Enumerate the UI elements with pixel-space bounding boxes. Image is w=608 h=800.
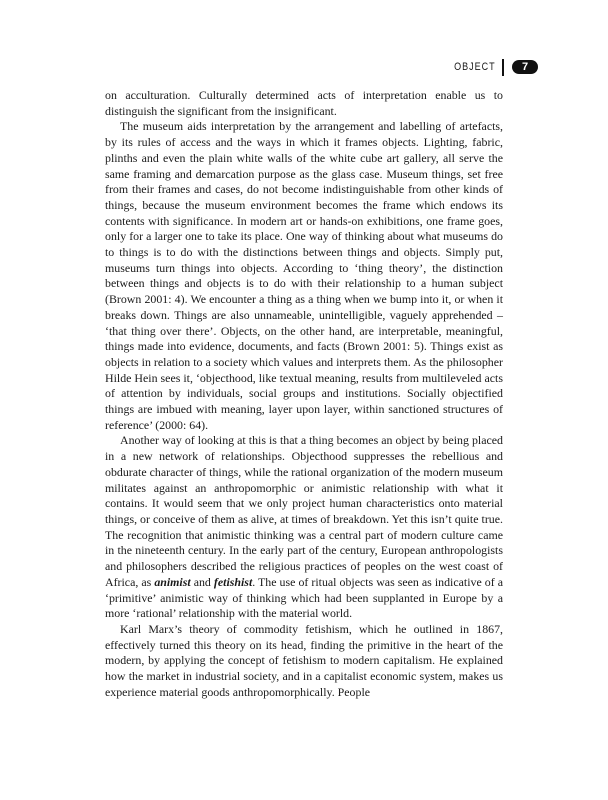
paragraph-2: The museum aids interpretation by the arrangement and labelling of artefacts, by its rules of access and the ways in which it frames objects. Lighting, fabric, plinths and even the plain white walls of the white cube art gallery, all serve the same framing and demarcation purpose as the glass case. Museum things, set free from their frames and cases, do not become indistinguishable from other kinds of things, because the museum environment becomes the frame which endows its contents with significance. In modern art or hands-on exhibitions, one frame goes, only for a larger one to take its place. One way of thinking about what museums do to things is to do with the distinctions between things and objects. Simply put, museums turn things into objects. According to ‘thing theory’, the distinction between things and objects is to do with their relationship to a human subject (Brown 2001: 4). We encounter a thing as a thing when we bump into it, or when it breaks down. Things are also unnameable, unintelligible, vaguely apprehended – ‘that thing over there’. Objects, on the other hand, are interpretable, meaningful, things made into evidence, documents, and facts (Brown 2001: 5). Things exist as objects in relation to a society which values and interprets them. As the philosopher Hilde Hein sees it, ‘objecthood, like textual meaning, results from multileveled acts of attention by individuals, social groups and institutions. Socially objectified things are imbued with meaning, layer upon layer, within sanctioned structures of reference’ (2000: 64).: [105, 119, 503, 432]
paragraph-3: [105, 433, 503, 621]
paragraph-3-text-start: Another way of looking at this is that a thing becomes an object by being placed in a new network of relationships. Objecthood suppresses the rebellious and obdurate character of things, while the rational organization of the modern museum militates against an anthropomorphic or animistic relationship with what it contains. It would seem that we only project human characteristics onto material things, or conceive of them as alive, at times of breakdown. Yet this isn’t quite true. The recognition that animistic thinking was a central part of modern culture came in the nineteenth century. In the early part of the century, European anthropologists and philosophers described the religious practices of peoples on the west coast of Africa, as: [105, 433, 503, 589]
header-divider: [502, 59, 504, 76]
term-animist: animist: [154, 574, 191, 589]
running-head: [445, 58, 538, 76]
term-fetishist: fetishist: [213, 574, 253, 589]
paragraph-4: Karl Marx’s theory of commodity fetishism, which he outlined in 1867, effectively turned this theory on its head, finding the primitive in the heart of the modern, by applying the concept of fetishism to modern capitalism. He explained how the market in industrial society, and in a capitalist economic system, makes us experience material goods anthropomorphically. People: [105, 621, 503, 699]
paragraph-1: on acculturation. Culturally determined acts of interpretation enable us to distinguish the significant from the insignificant.: [105, 88, 503, 118]
paragraph-3-text-end: . The use of ritual objects was seen as indicative of a ‘primitive’ animistic way of thinking which had been supplanted in Europe by a more ‘rational’ relationship with the material world.: [105, 574, 503, 621]
section-name: OBJECT: [454, 61, 496, 73]
page-number-badge: 7: [512, 60, 538, 74]
body-text: [105, 88, 503, 700]
paragraph-3-conjunction: and: [190, 574, 214, 589]
